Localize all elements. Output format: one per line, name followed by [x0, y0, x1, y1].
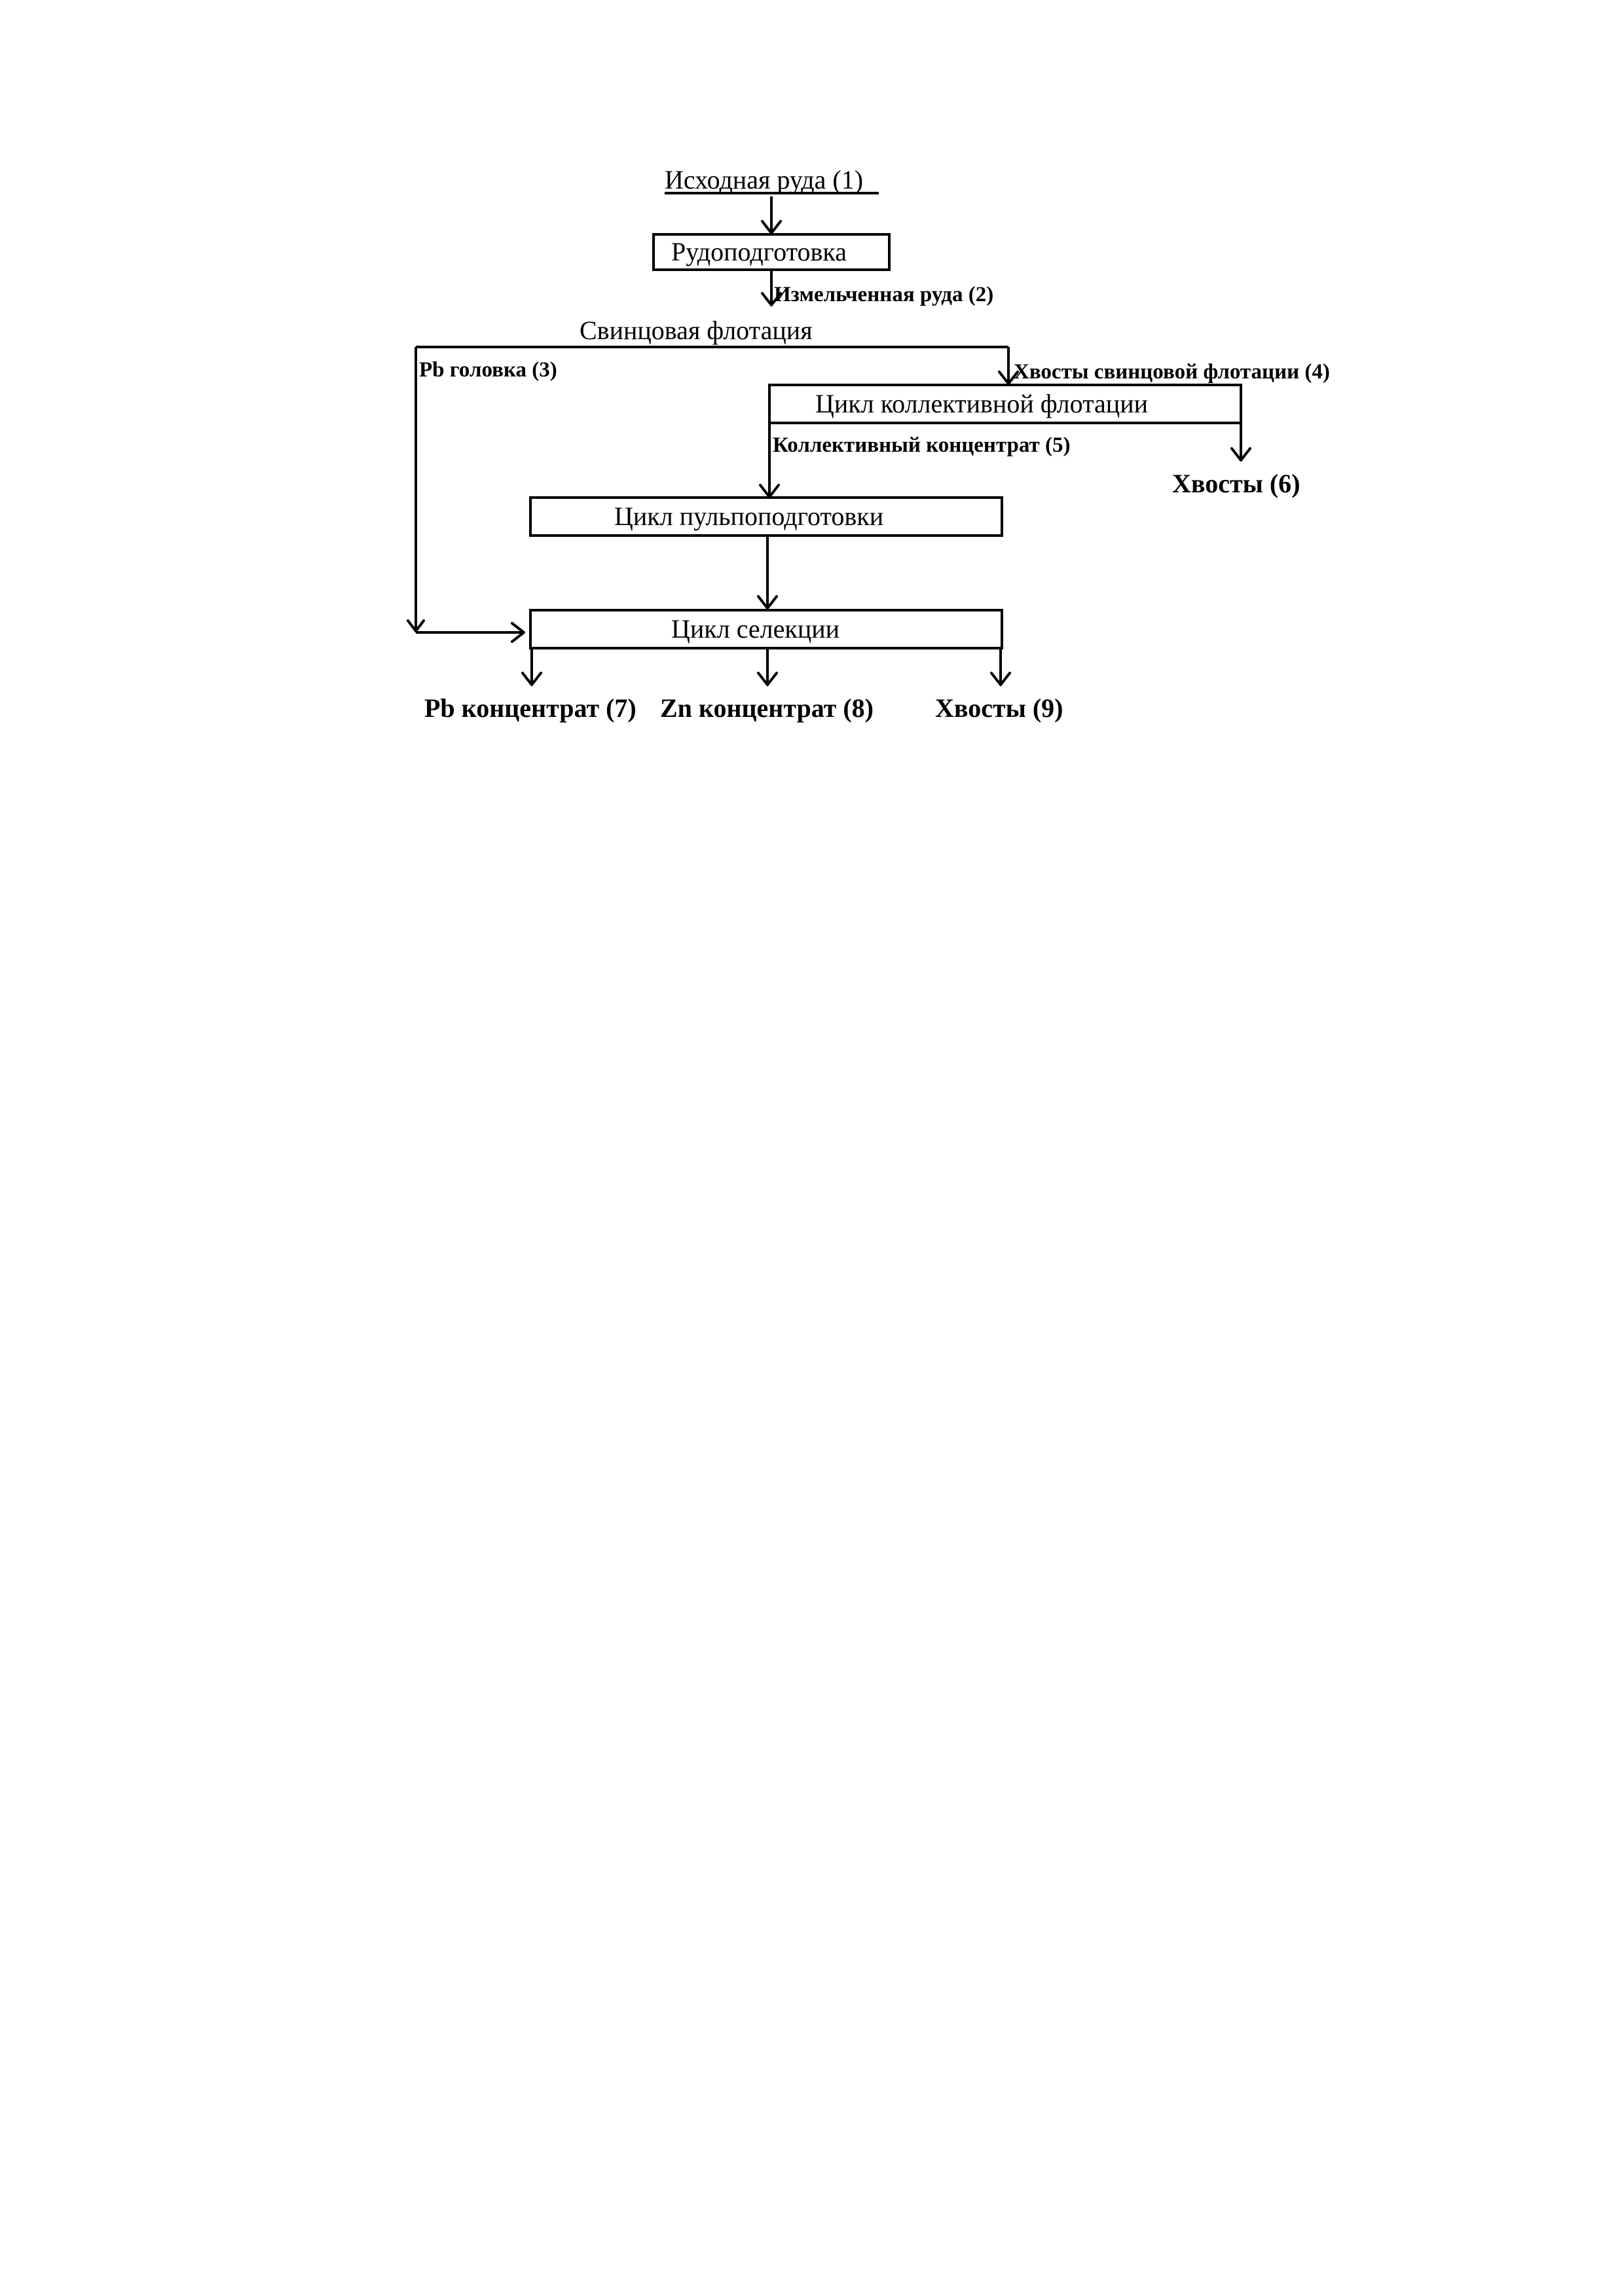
pulp-preparation-label: Цикл пульпоподготовки: [614, 501, 884, 531]
pb-head-label: Pb головка (3): [419, 358, 557, 382]
lead-tails-label: Хвосты свинцовой флотации (4): [1014, 360, 1330, 384]
zn-concentrate-label: Zn концентрат (8): [660, 693, 874, 723]
selection-cycle-label: Цикл селекции: [671, 614, 840, 644]
ground-ore-label: Измельченная руда (2): [774, 283, 994, 306]
pb-concentrate-label: Pb концентрат (7): [424, 693, 637, 723]
bulk-flotation-label: Цикл коллективной флотации: [815, 389, 1149, 418]
tails6-label: Хвосты (6): [1172, 469, 1301, 498]
tails9-label: Хвосты (9): [935, 693, 1063, 723]
ore-preparation-label: Рудоподготовка: [671, 237, 847, 266]
source-ore-label: Исходная руда (1): [665, 165, 864, 194]
lead-flotation-label: Свинцовая флотация: [580, 316, 813, 345]
bulk-concentrate-label: Коллективный концентрат (5): [773, 433, 1071, 457]
